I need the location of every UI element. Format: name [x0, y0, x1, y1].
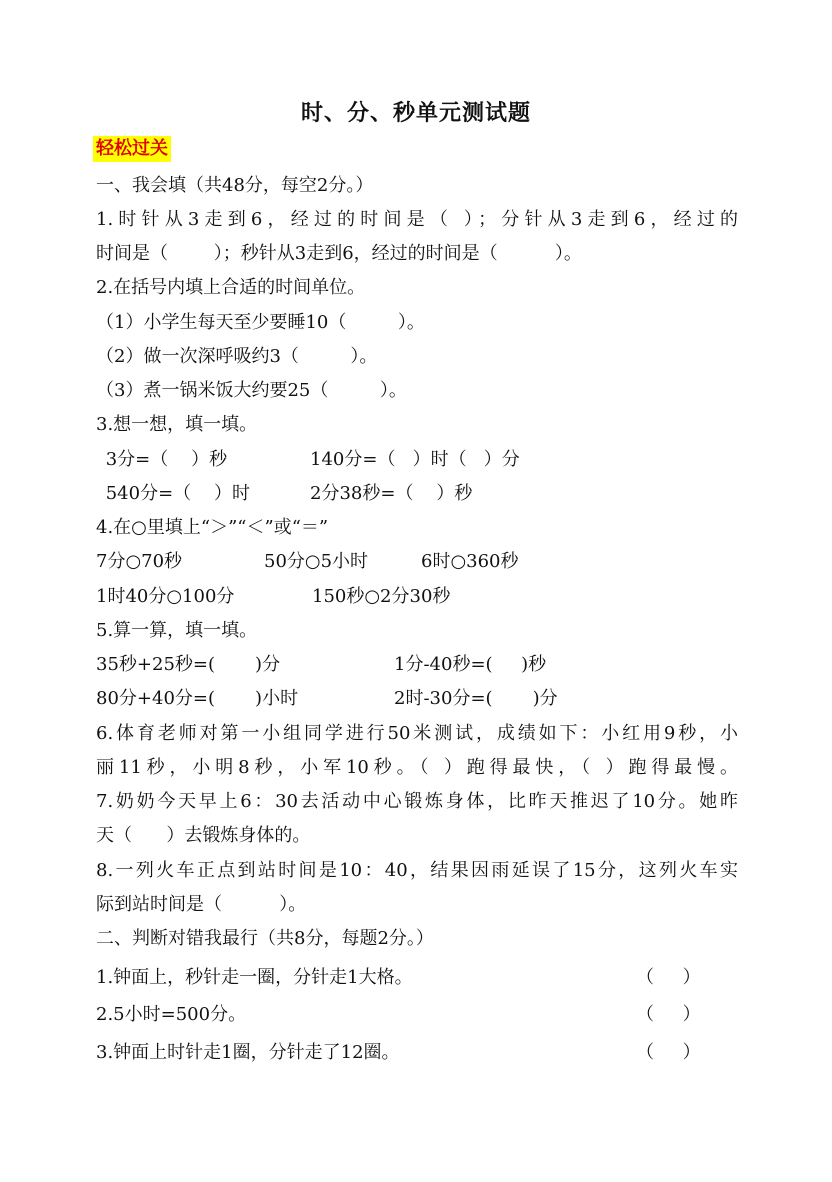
question-5-item: 80分+40分=( )小时 — [96, 688, 299, 709]
question-7-line-1: 7.奶奶今天早上6：30去活动中心锻炼身体，比昨天推迟了10分。她昨 — [96, 791, 738, 812]
judge-item-text: 2.5小时=500分。 — [96, 1004, 247, 1025]
question-6-line-2: 丽11秒，小明8秒，小军10秒。（ ）跑得最快，（ ）跑得最慢。 — [96, 757, 738, 778]
question-5-item: 2时-30分=( )分 — [394, 688, 558, 709]
question-8-line-1: 8.一列火车正点到站时间是10：40，结果因雨延误了15分，这列火车实 — [96, 860, 738, 881]
question-7-line-2: 天（ ）去锻炼身体的。 — [96, 825, 311, 846]
section1-heading: 一、我会填（共48分，每空2分。） — [96, 175, 374, 196]
judge-item-text: 1.钟面上，秒针走一圈，分针走1大格。 — [96, 967, 413, 988]
question-4-item: 7分○70秒 — [96, 551, 183, 572]
question-5-item: 35秒+25秒=( )分 — [96, 654, 281, 675]
question-8-line-2: 际到站时间是（ ）。 — [96, 894, 307, 915]
question-4-item: 6时○360秒 — [421, 551, 519, 572]
section-badge: 轻松过关 — [93, 136, 171, 162]
judge-item-text: 3.钟面上时针走1圈，分针走了12圈。 — [96, 1042, 400, 1063]
question-4-item: 50分○5小时 — [264, 551, 369, 572]
question-2-item-1: （1）小学生每天至少要睡10（ ）。 — [96, 312, 425, 333]
question-3-item: 140分=（ ）时（ ）分 — [310, 449, 520, 470]
question-4-item: 150秒○2分30秒 — [312, 586, 451, 607]
question-2-item-3: （3）煮一锅米饭大约要25（ ）。 — [96, 380, 407, 401]
section2-heading: 二、判断对错我最行（共8分，每题2分。） — [96, 928, 434, 949]
question-3-item: 540分=（ ）时 — [100, 483, 251, 504]
question-3-item: 2分38秒=（ ）秒 — [310, 483, 473, 504]
question-4-heading: 4.在○里填上“＞”“＜”或“＝” — [96, 517, 329, 538]
question-6-line-1: 6.体育老师对第一小组同学进行50米测试，成绩如下：小红用9秒，小 — [96, 723, 738, 744]
question-1-line-2: 时间是（ ）；秒针从3走到6，经过的时间是（ ）。 — [96, 243, 582, 264]
question-2-heading: 2.在括号内填上合适的时间单位。 — [96, 277, 366, 298]
page-title: 时、分、秒单元测试题 — [300, 100, 531, 126]
judge-item-answer-slot: （ ） — [636, 1042, 701, 1063]
question-2-item-2: （2）做一次深呼吸约3（ ）。 — [96, 346, 378, 367]
question-5-item: 1分-40秒=( )秒 — [394, 654, 547, 675]
question-5-heading: 5.算一算，填一填。 — [96, 620, 258, 641]
question-4-item: 1时40分○100分 — [96, 586, 235, 607]
question-3-item: 3分=（ ）秒 — [100, 449, 228, 470]
question-1-line-1: 1.时针从3走到6，经过的时间是（ ）；分针从3走到6，经过的 — [96, 209, 738, 230]
judge-item-answer-slot: （ ） — [636, 967, 701, 988]
question-3-heading: 3.想一想，填一填。 — [96, 414, 258, 435]
judge-item-answer-slot: （ ） — [636, 1004, 701, 1025]
